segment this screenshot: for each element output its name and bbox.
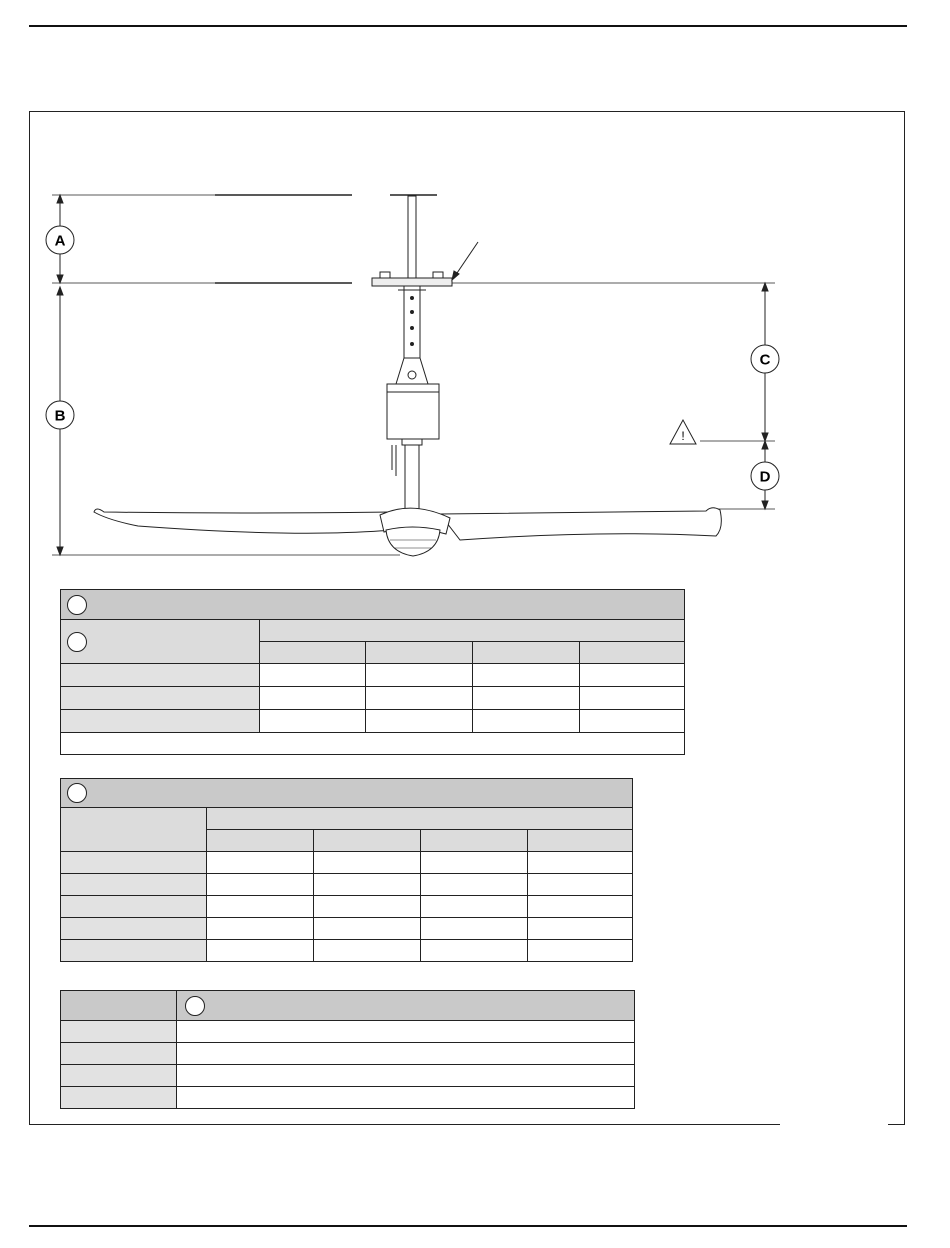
table-1-row-header-cell (61, 620, 260, 664)
left-fan-blade (94, 509, 392, 533)
table-2-row-header-cell (61, 808, 207, 852)
table-1-note-row (61, 733, 685, 755)
table-row (61, 1065, 635, 1087)
row-label-cell (61, 664, 260, 687)
row-label-cell (61, 1043, 177, 1065)
value-cell (314, 852, 421, 874)
value-cell (207, 918, 314, 940)
value-cell (528, 896, 633, 918)
table-row (61, 710, 685, 733)
row-label-cell (61, 1021, 177, 1043)
row-label-cell (61, 1087, 177, 1109)
svg-text:B: B (54, 407, 66, 425)
table-row (61, 940, 633, 962)
spec-table-2 (60, 778, 633, 962)
dimension-c-callout (751, 345, 779, 373)
row-label-cell (61, 710, 260, 733)
value-cell (528, 874, 633, 896)
table-2-group-header (207, 808, 633, 830)
table-1-group-header (260, 620, 685, 642)
table-2-column-header (314, 830, 421, 852)
value-cell (366, 664, 473, 687)
footer-rule (29, 1225, 907, 1227)
value-cell (473, 664, 580, 687)
table-row (61, 687, 685, 710)
table-row (61, 852, 633, 874)
row-label-cell (61, 874, 207, 896)
callout-circle-icon (67, 595, 87, 615)
table-row (61, 664, 685, 687)
dimension-a-callout (46, 226, 74, 254)
table-2-title-row (61, 779, 633, 808)
value-cell (421, 940, 528, 962)
svg-text:!: ! (681, 429, 685, 443)
value-cell (314, 940, 421, 962)
frame-gap (780, 1122, 888, 1128)
table-1-column-header (366, 642, 473, 664)
fan-mounting-diagram (0, 0, 950, 580)
spec-table-3 (60, 990, 635, 1109)
spec-table-1 (60, 589, 685, 755)
row-label-cell (61, 940, 207, 962)
value-cell (421, 852, 528, 874)
value-cell (421, 874, 528, 896)
svg-text:C: C (759, 351, 771, 369)
value-cell (421, 918, 528, 940)
value-cell (366, 687, 473, 710)
row-label-cell (61, 1065, 177, 1087)
value-cell (580, 664, 685, 687)
value-cell (528, 852, 633, 874)
callout-circle-icon (67, 632, 87, 652)
svg-text:D: D (759, 468, 771, 486)
table-1-column-header (580, 642, 685, 664)
value-cell (207, 896, 314, 918)
value-cell (177, 1043, 635, 1065)
table-2-column-header (528, 830, 633, 852)
value-cell (314, 874, 421, 896)
row-label-cell (61, 896, 207, 918)
callout-circle-icon (67, 783, 87, 803)
value-cell (421, 896, 528, 918)
right-fan-blade (440, 508, 721, 540)
value-cell (207, 874, 314, 896)
value-cell (177, 1021, 635, 1043)
value-cell (314, 918, 421, 940)
value-cell (207, 852, 314, 874)
table-3-header-right (177, 991, 635, 1021)
callout-circle-icon (185, 996, 205, 1016)
table-row (61, 1021, 635, 1043)
value-cell (260, 664, 366, 687)
value-cell (260, 687, 366, 710)
table-row (61, 1087, 635, 1109)
table-1-column-header (473, 642, 580, 664)
value-cell (177, 1065, 635, 1087)
value-cell (207, 940, 314, 962)
table-row (61, 874, 633, 896)
table-row (61, 1043, 635, 1065)
table-row (61, 918, 633, 940)
row-label-cell (61, 852, 207, 874)
table-row (61, 896, 633, 918)
table-3-header-left (61, 991, 177, 1021)
value-cell (580, 710, 685, 733)
value-cell (366, 710, 473, 733)
row-label-cell (61, 918, 207, 940)
value-cell (473, 710, 580, 733)
value-cell (528, 918, 633, 940)
svg-text:A: A (54, 232, 66, 250)
warning-triangle-icon (670, 420, 696, 444)
value-cell (260, 710, 366, 733)
value-cell (314, 896, 421, 918)
table-2-column-header (207, 830, 314, 852)
dimension-b-callout (46, 401, 74, 429)
row-label-cell (61, 687, 260, 710)
value-cell (177, 1087, 635, 1109)
table-2-column-header (421, 830, 528, 852)
dimension-d-callout (751, 462, 779, 490)
table-1-title-row (61, 590, 685, 620)
value-cell (473, 687, 580, 710)
value-cell (528, 940, 633, 962)
value-cell (580, 687, 685, 710)
table-1-column-header (260, 642, 366, 664)
